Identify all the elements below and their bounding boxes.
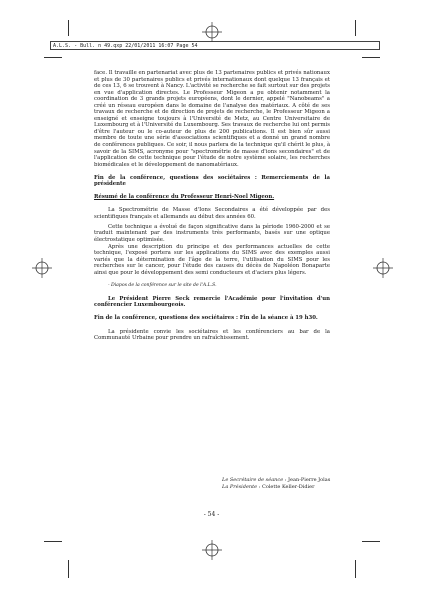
signature-name: Jean-Pierre Jolas [288, 477, 331, 483]
crop-mark-bottom-right [355, 560, 356, 578]
paragraph-president-thanks: Le Président Pierre Seck remercie l'Académie pour l'invitation d'un conférencier Luxembourgeois. [94, 295, 330, 309]
heading-conference-summary: Résumé de la conférence du Professeur Henri-Noel Migeon. [94, 194, 275, 201]
signature-role: Le Secrétaire de séance : [222, 477, 287, 483]
signature-role: La Présidente : [222, 483, 261, 490]
registration-mark-top [202, 22, 222, 42]
signature-president [222, 484, 342, 491]
crop-mark-top-left-h [44, 57, 62, 58]
paragraph-sims-origin: La Spectrométrie de Masse d'Ions Secondaires a été développée par des scientifiques français et allemands au début des années 60. [94, 207, 330, 220]
heading-end-of-conference-thanks: Fin de la conférence, questions des sociétaires : Remerciements de la présidente [94, 174, 330, 188]
crop-mark-bottom-right-h [362, 541, 380, 542]
paragraph-sims-applications: Après une description du principe et des performances actuelles de cette technique, l'exposé portera sur les applications du SIMS avec des exemples aussi variés que la détermination de l'âge de la terre, l'utilisation du SIMS pour les recherches sur le cancer, pour l'étude des causes du décès de Napoléon Bonaparte ainsi que pour le développement des semi conducteurs et d'aciers plus légers. [94, 243, 330, 276]
signature-secretary [222, 477, 342, 484]
heading-end-of-session: Fin de la conférence, questions des sociétaires : Fin de la séance à 19 h30. [94, 315, 318, 322]
print-slug: A.L.S. - Bull. n 49.qxp 22/01/2011 16:07 Page 54 [50, 41, 380, 50]
page-number: - 54 - [203, 511, 220, 518]
crop-mark-bottom-left [68, 560, 69, 578]
signature-block [222, 477, 342, 490]
registration-mark-left [32, 258, 52, 278]
paragraph-migeon-bio: face. Il travaille en partenariat avec plus de 13 partenaires publics et privés nationaux et plus de 30 partenaires publics et privés internationaux dont quelque 13 français et de ces 13, 6 se trouvent à Nancy. L'activité se recherche se fait surtout sur des projets en vue d'application directes. Le Professeur Migeon a pu obtenir notamment la coordination de 3 grands projets européens, dont le dernier, appelé "Nanobeams" a créé un réseau européen dans le domaine de l'analyse des matériaux. A côté de ses travaux de recherche et de direction de projets de recherche, le Professeur Migeon a enseigné et enseigne toujours à l'Université de Metz, au Centre Universitaire de Luxembourg et à l'Université du Luxembourg. Ses travaux de recherche lui ont permis d'être l'auteur ou le co-auteur de plus de 200 publications. Il est bien sûr aussi membre de toute une série d'associations scientifiques et a donné un grand nombre de conférences publiques. Ce soir, il nous parlera de la technique qu'il chérit le plus, à savoir de la SIMS, acronyme pour "spectrométrie de masse d'ions secondaires" et de l'application de cette technique pour l'étude de notre système solaire, les recherches biomédicales et le développement de nanomatériaux. [94, 70, 330, 168]
crop-mark-top-left [68, 20, 69, 36]
registration-mark-right [373, 258, 393, 278]
note-slides-on-website: - Diapos de la conférence sur le site de l'A.L.S. [108, 282, 217, 288]
registration-mark-bottom [202, 540, 222, 560]
document-body [94, 70, 330, 342]
signature-name: Colette Keller-Didier [262, 483, 315, 490]
crop-mark-top-right-h [362, 57, 380, 58]
crop-mark-top-right [355, 20, 356, 36]
crop-mark-bottom-left-h [44, 541, 62, 542]
paragraph-closing-reception: La présidente convie les sociétaires et les conférenciers au bar de la Communauté Urbaine pour prendre un rafraîchissement. [94, 328, 330, 342]
paragraph-sims-evolution: Cette technique a évolué de façon significative dans la période 1960-2000 et se traduit maintenant par des instruments très performants, basés sur une optique électrostatique optimisée. [94, 223, 330, 244]
